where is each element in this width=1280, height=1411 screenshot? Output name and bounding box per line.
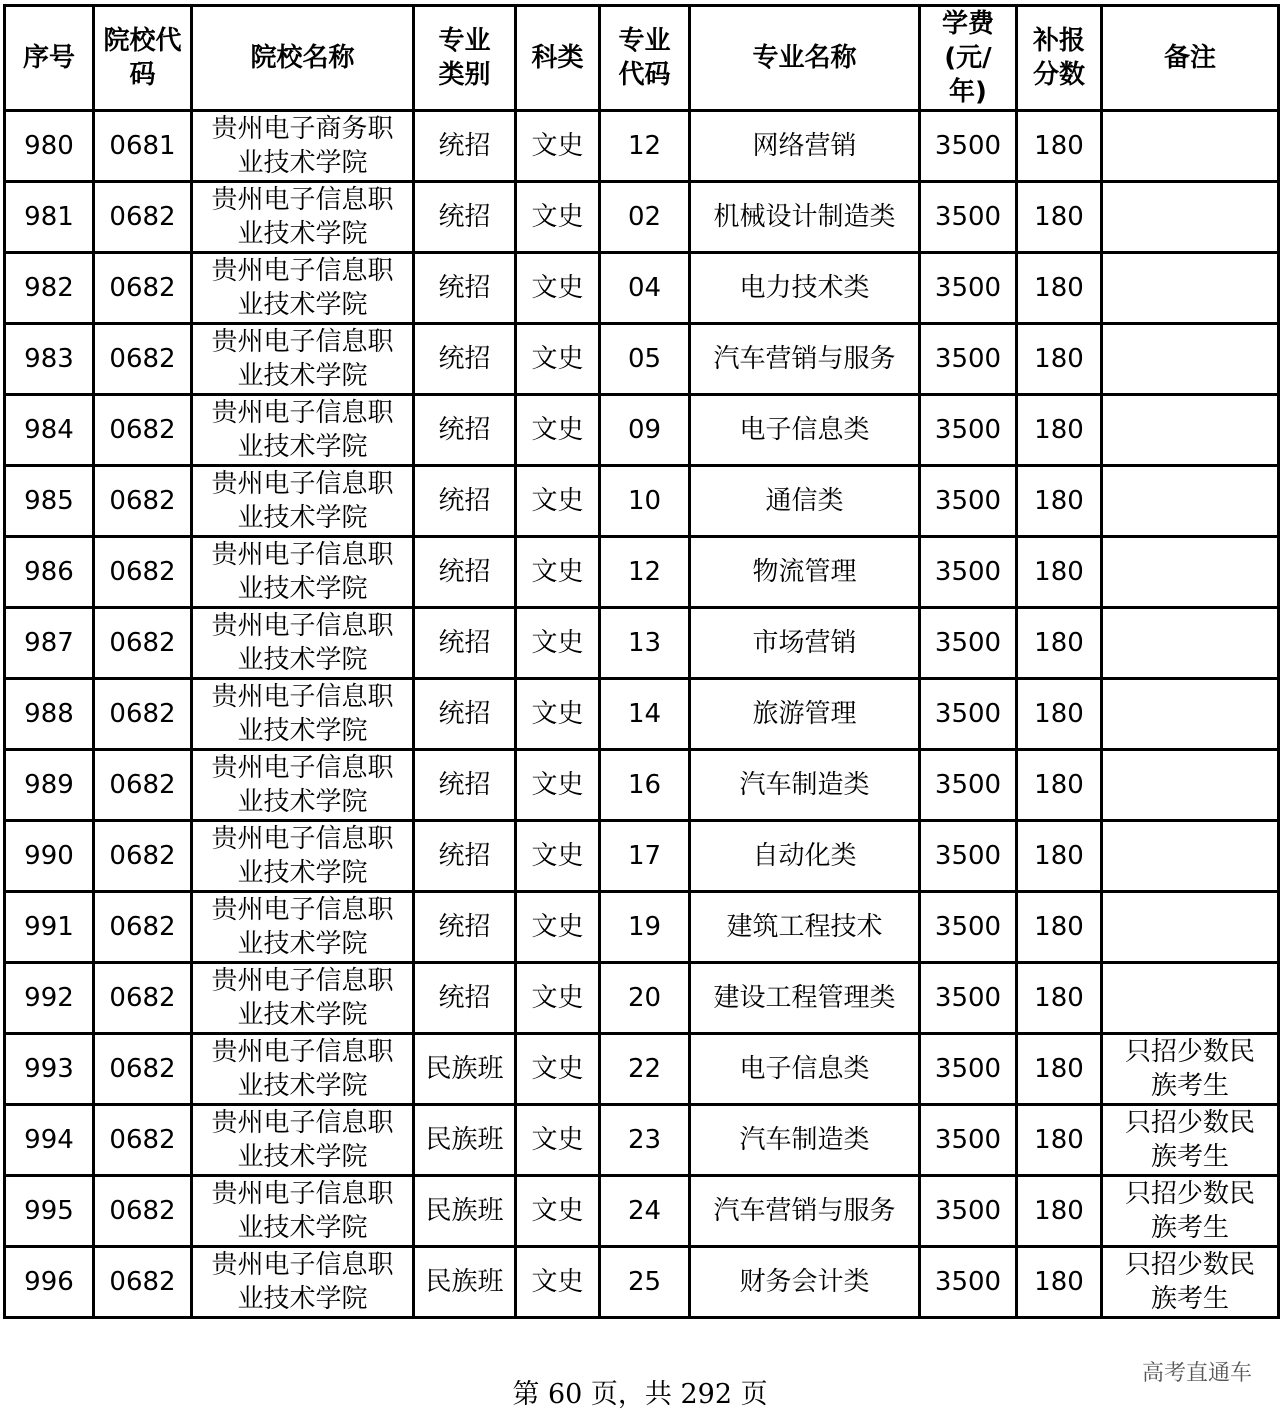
cell-major-name: 汽车营销与服务 [690,324,920,395]
cell-major-code: 12 [600,537,690,608]
cell-remark [1102,608,1279,679]
header-seq: 序号 [5,6,94,111]
cell-major-name: 汽车制造类 [690,1105,920,1176]
cell-school-code: 0682 [94,324,192,395]
remark-text: 只招少数民族考生 [1124,1250,1255,1314]
cell-school-code: 0682 [94,608,192,679]
table-row [5,1105,1279,1176]
cell-major-code: 12 [600,111,690,182]
cell-tuition: 3500 [920,1247,1017,1318]
remark-text: 只招少数民族考生 [1124,1108,1255,1172]
cell-tuition: 3500 [920,395,1017,466]
cell-seq: 995 [5,1176,94,1247]
cell-remark [1102,821,1279,892]
cell-school-code: 0682 [94,253,192,324]
cell-major-code: 10 [600,466,690,537]
cell-tuition: 3500 [920,324,1017,395]
cell-tuition: 3500 [920,537,1017,608]
cell-school-code: 0682 [94,182,192,253]
cell-remark [1102,182,1279,253]
school-name-text: 贵州电子信息职业技术学院 [211,469,394,533]
cell-supplement-score: 180 [1017,1247,1102,1318]
cell-school-code: 0682 [94,679,192,750]
cell-remark [1102,963,1279,1034]
table-row [5,821,1279,892]
cell-major-code: 02 [600,182,690,253]
cell-school-name [192,466,414,537]
table-row [5,324,1279,395]
cell-school-name [192,750,414,821]
cell-subject: 文史 [516,253,600,324]
cell-remark [1102,253,1279,324]
table-row [5,608,1279,679]
cell-major-category: 统招 [414,466,516,537]
cell-major-category: 统招 [414,750,516,821]
cell-school-code: 0682 [94,537,192,608]
school-name-text: 贵州电子信息职业技术学院 [211,256,394,320]
cell-subject: 文史 [516,1176,600,1247]
header-school-code: 院校代码 [94,6,192,111]
cell-school-code: 0682 [94,892,192,963]
school-name-text: 贵州电子信息职业技术学院 [211,540,394,604]
table-row [5,182,1279,253]
cell-major-name: 通信类 [690,466,920,537]
header-major-category: 专业类别 [414,6,516,111]
cell-seq: 986 [5,537,94,608]
cell-seq: 987 [5,608,94,679]
school-name-text: 贵州电子商务职业技术学院 [211,114,394,178]
table-row [5,253,1279,324]
cell-seq: 980 [5,111,94,182]
cell-school-code: 0682 [94,466,192,537]
table-row [5,1034,1279,1105]
cell-tuition: 3500 [920,679,1017,750]
cell-supplement-score: 180 [1017,324,1102,395]
cell-tuition: 3500 [920,750,1017,821]
school-name-text: 贵州电子信息职业技术学院 [211,327,394,391]
cell-tuition: 3500 [920,892,1017,963]
cell-major-code: 19 [600,892,690,963]
cell-school-name [192,608,414,679]
school-name-text: 贵州电子信息职业技术学院 [211,824,394,888]
cell-major-name: 汽车制造类 [690,750,920,821]
cell-major-category: 统招 [414,608,516,679]
cell-school-name [192,1034,414,1105]
cell-major-code: 14 [600,679,690,750]
cell-major-name: 电力技术类 [690,253,920,324]
school-name-text: 贵州电子信息职业技术学院 [211,753,394,817]
school-name-text: 贵州电子信息职业技术学院 [211,1250,394,1314]
cell-school-code: 0682 [94,1105,192,1176]
cell-remark [1102,395,1279,466]
remark-text: 只招少数民族考生 [1124,1037,1255,1101]
cell-school-name [192,1105,414,1176]
cell-subject: 文史 [516,324,600,395]
cell-school-code: 0682 [94,1176,192,1247]
cell-seq: 993 [5,1034,94,1105]
cell-school-name [192,1247,414,1318]
cell-seq: 984 [5,395,94,466]
table-row [5,111,1279,182]
school-name-text: 贵州电子信息职业技术学院 [211,966,394,1030]
cell-supplement-score: 180 [1017,537,1102,608]
cell-supplement-score: 180 [1017,679,1102,750]
cell-major-name: 物流管理 [690,537,920,608]
cell-subject: 文史 [516,182,600,253]
cell-subject: 文史 [516,537,600,608]
cell-tuition: 3500 [920,466,1017,537]
cell-major-code: 04 [600,253,690,324]
cell-major-code: 05 [600,324,690,395]
cell-major-category: 统招 [414,253,516,324]
cell-major-category: 民族班 [414,1105,516,1176]
header-subject: 科类 [516,6,600,111]
cell-remark [1102,1247,1279,1318]
header-school-name: 院校名称 [192,6,414,111]
cell-subject: 文史 [516,1105,600,1176]
cell-tuition: 3500 [920,821,1017,892]
cell-seq: 981 [5,182,94,253]
cell-subject: 文史 [516,1034,600,1105]
cell-tuition: 3500 [920,1176,1017,1247]
cell-major-name: 电子信息类 [690,1034,920,1105]
watermark: 高考直通车 [1141,1361,1252,1386]
cell-school-name [192,963,414,1034]
cell-major-name: 市场营销 [690,608,920,679]
cell-major-name: 电子信息类 [690,395,920,466]
cell-tuition: 3500 [920,608,1017,679]
cell-major-name: 建设工程管理类 [690,963,920,1034]
cell-major-code: 23 [600,1105,690,1176]
header-supplement-score: 补报分数 [1017,6,1102,111]
cell-supplement-score: 180 [1017,253,1102,324]
cell-major-name: 机械设计制造类 [690,182,920,253]
cell-remark [1102,892,1279,963]
cell-major-category: 统招 [414,395,516,466]
table-row [5,537,1279,608]
cell-school-name [192,395,414,466]
cell-subject: 文史 [516,750,600,821]
table-row [5,679,1279,750]
table-row [5,1247,1279,1318]
cell-tuition: 3500 [920,1105,1017,1176]
cell-subject: 文史 [516,821,600,892]
header-major-code: 专业代码 [600,6,690,111]
cell-school-name [192,679,414,750]
cell-major-name: 财务会计类 [690,1247,920,1318]
table-row [5,750,1279,821]
cell-school-code: 0682 [94,963,192,1034]
cell-subject: 文史 [516,963,600,1034]
cell-major-code: 16 [600,750,690,821]
cell-major-name: 网络营销 [690,111,920,182]
cell-major-code: 22 [600,1034,690,1105]
cell-school-name [192,324,414,395]
cell-major-category: 统招 [414,892,516,963]
table-row [5,1176,1279,1247]
cell-subject: 文史 [516,679,600,750]
cell-major-code: 13 [600,608,690,679]
cell-subject: 文史 [516,608,600,679]
cell-supplement-score: 180 [1017,111,1102,182]
cell-major-category: 统招 [414,963,516,1034]
cell-seq: 989 [5,750,94,821]
school-name-text: 贵州电子信息职业技术学院 [211,611,394,675]
cell-supplement-score: 180 [1017,963,1102,1034]
cell-major-code: 09 [600,395,690,466]
cell-seq: 990 [5,821,94,892]
cell-supplement-score: 180 [1017,821,1102,892]
table-row [5,963,1279,1034]
cell-major-name: 汽车营销与服务 [690,1176,920,1247]
cell-supplement-score: 180 [1017,395,1102,466]
header-major-name: 专业名称 [690,6,920,111]
cell-seq: 988 [5,679,94,750]
cell-major-category: 民族班 [414,1034,516,1105]
cell-supplement-score: 180 [1017,182,1102,253]
cell-remark [1102,1176,1279,1247]
cell-major-category: 统招 [414,111,516,182]
cell-school-name [192,537,414,608]
cell-school-name [192,111,414,182]
cell-school-code: 0682 [94,750,192,821]
cell-major-category: 统招 [414,537,516,608]
cell-major-name: 建筑工程技术 [690,892,920,963]
table-header-row [5,6,1279,111]
cell-remark [1102,111,1279,182]
cell-tuition: 3500 [920,1034,1017,1105]
header-tuition: 学费(元/年) [920,6,1017,111]
cell-school-code: 0682 [94,821,192,892]
cell-supplement-score: 180 [1017,466,1102,537]
cell-remark [1102,1105,1279,1176]
table-row [5,466,1279,537]
page-number: 第 60 页，共 292 页 [512,1379,768,1410]
cell-school-code: 0682 [94,1034,192,1105]
cell-remark [1102,750,1279,821]
cell-subject: 文史 [516,395,600,466]
school-name-text: 贵州电子信息职业技术学院 [211,1179,394,1243]
cell-major-category: 统招 [414,324,516,395]
cell-school-name [192,892,414,963]
cell-remark [1102,679,1279,750]
cell-tuition: 3500 [920,963,1017,1034]
cell-seq: 982 [5,253,94,324]
cell-school-code: 0682 [94,395,192,466]
cell-major-category: 统招 [414,182,516,253]
table-row [5,395,1279,466]
cell-major-name: 自动化类 [690,821,920,892]
cell-major-category: 统招 [414,821,516,892]
header-remark: 备注 [1102,6,1279,111]
cell-major-code: 20 [600,963,690,1034]
admission-table [3,4,1280,1319]
cell-seq: 992 [5,963,94,1034]
cell-major-category: 民族班 [414,1176,516,1247]
cell-supplement-score: 180 [1017,750,1102,821]
cell-school-code: 0681 [94,111,192,182]
cell-major-code: 24 [600,1176,690,1247]
cell-school-name [192,821,414,892]
cell-supplement-score: 180 [1017,1034,1102,1105]
school-name-text: 贵州电子信息职业技术学院 [211,682,394,746]
cell-remark [1102,537,1279,608]
school-name-text: 贵州电子信息职业技术学院 [211,1037,394,1101]
table-row [5,892,1279,963]
remark-text: 只招少数民族考生 [1124,1179,1255,1243]
cell-major-name: 旅游管理 [690,679,920,750]
school-name-text: 贵州电子信息职业技术学院 [211,398,394,462]
cell-subject: 文史 [516,892,600,963]
cell-tuition: 3500 [920,253,1017,324]
cell-tuition: 3500 [920,182,1017,253]
cell-supplement-score: 180 [1017,1176,1102,1247]
cell-subject: 文史 [516,111,600,182]
cell-seq: 994 [5,1105,94,1176]
cell-supplement-score: 180 [1017,892,1102,963]
cell-school-name [192,253,414,324]
cell-remark [1102,466,1279,537]
cell-supplement-score: 180 [1017,1105,1102,1176]
school-name-text: 贵州电子信息职业技术学院 [211,895,394,959]
cell-subject: 文史 [516,1247,600,1318]
cell-seq: 985 [5,466,94,537]
cell-seq: 991 [5,892,94,963]
cell-remark [1102,1034,1279,1105]
cell-school-code: 0682 [94,1247,192,1318]
cell-major-code: 25 [600,1247,690,1318]
school-name-text: 贵州电子信息职业技术学院 [211,185,394,249]
cell-seq: 983 [5,324,94,395]
cell-tuition: 3500 [920,111,1017,182]
cell-supplement-score: 180 [1017,608,1102,679]
cell-major-category: 统招 [414,679,516,750]
cell-major-category: 民族班 [414,1247,516,1318]
cell-major-code: 17 [600,821,690,892]
cell-school-name [192,1176,414,1247]
cell-seq: 996 [5,1247,94,1318]
cell-remark [1102,324,1279,395]
school-name-text: 贵州电子信息职业技术学院 [211,1108,394,1172]
cell-subject: 文史 [516,466,600,537]
cell-school-name [192,182,414,253]
